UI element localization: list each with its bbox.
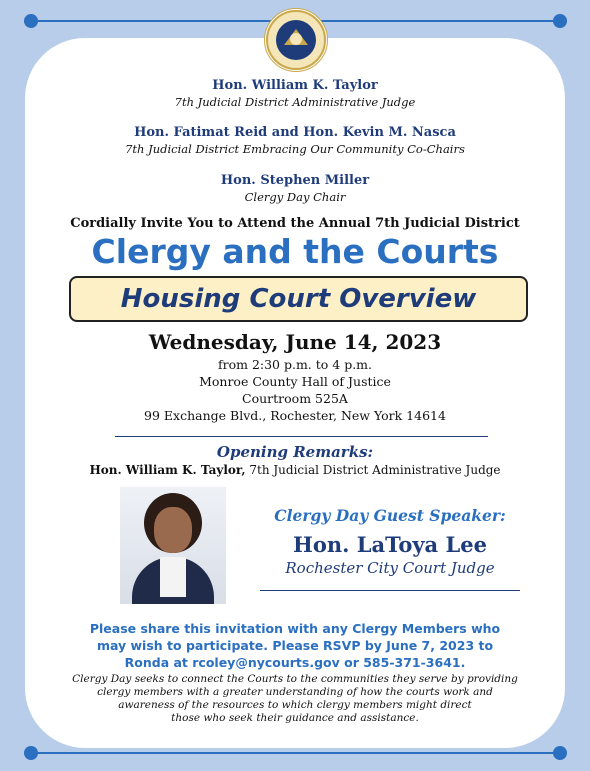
bottom-left-dot <box>24 746 38 760</box>
footer-line-2: clergy members with a greater understanding of how the courts work and <box>97 686 493 698</box>
event-room: Courtroom 525A <box>242 391 348 406</box>
event-title: Clergy and the Courts <box>91 232 499 271</box>
event-time: from 2:30 p.m. to 4 p.m. <box>217 357 373 372</box>
opening-remarks-label: Opening Remarks: <box>216 443 374 461</box>
speaker-photo <box>120 487 226 604</box>
opening-remarks-line <box>25 463 565 477</box>
footer-line-3: awareness of the resources to which clergy members might direct <box>118 699 472 711</box>
bottom-rule <box>30 752 560 754</box>
share-line-1: Please share this invitation with any Clergy Members who <box>89 621 501 636</box>
opening-speaker-role: 7th Judicial District Administrative Judge <box>249 463 501 477</box>
guest-speaker-label: Clergy Day Guest Speaker: <box>274 506 506 525</box>
guest-speaker-name: Hon. LaToya Lee <box>293 532 487 557</box>
speaker-divider <box>260 590 520 591</box>
host-1-role: 7th Judicial District Administrative Judge <box>174 95 416 109</box>
divider <box>115 436 488 437</box>
event-date: Wednesday, June 14, 2023 <box>148 330 442 354</box>
event-venue: Monroe County Hall of Justice <box>199 374 391 389</box>
top-left-dot <box>24 14 38 28</box>
invite-line: Cordially Invite You to Attend the Annual 7th Judicial District <box>70 216 520 231</box>
share-line-2: may wish to participate. Please RSVP by June 7, 2023 to <box>96 638 494 653</box>
host-2-role: 7th Judicial District Embracing Our Community Co-Chairs <box>125 142 465 156</box>
event-address: 99 Exchange Blvd., Rochester, New York 14614 <box>144 408 446 423</box>
court-seal-logo <box>264 8 328 72</box>
footer-line-4: those who seek their guidance and assistance. <box>171 712 419 724</box>
subtitle-box <box>69 276 528 322</box>
bottom-right-dot <box>553 746 567 760</box>
event-subtitle: Housing Court Overview <box>120 284 477 314</box>
footer-line-1: Clergy Day seeks to connect the Courts to the communities they serve by providing <box>72 673 518 685</box>
opening-speaker: Hon. William K. Taylor, <box>89 463 246 477</box>
guest-speaker-role: Rochester City Court Judge <box>285 559 495 577</box>
share-line-3: Ronda at rcoley@nycourts.gov or 585-371-3641. <box>124 655 466 670</box>
host-3-role: Clergy Day Chair <box>244 190 346 204</box>
host-3-name: Hon. Stephen Miller <box>220 173 370 188</box>
host-2-name: Hon. Fatimat Reid and Hon. Kevin M. Nasca <box>134 125 456 140</box>
top-right-dot <box>553 14 567 28</box>
host-1-name: Hon. William K. Taylor <box>212 78 378 93</box>
